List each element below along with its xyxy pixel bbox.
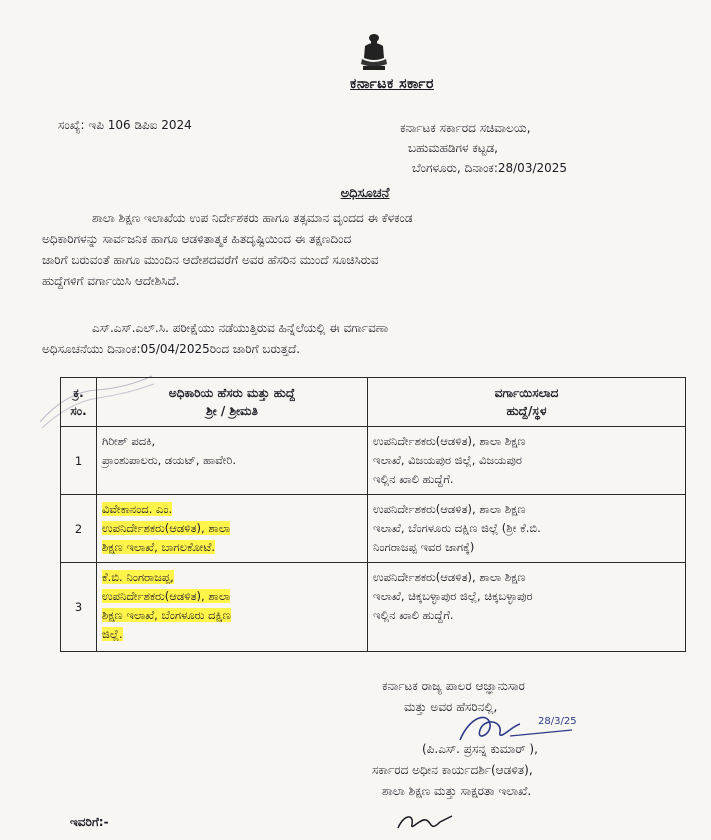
paragraph-line: ಅಧಿಕಾರಿಗಳನ್ನು ಸಾರ್ವಜನಿಕ ಹಾಗೂ ಆಡಳಿತಾತ್ಮಕ ಹಿತದೃಷ್ಟಿಯಿಂದ ಈ ತಕ್ಷಣದಿಂದ — [42, 232, 352, 246]
paragraph-line: ಎಸ್.ಎಸ್.ಎಲ್.ಸಿ. ಪರೀಕ್ಷೆಯು ನಡೆಯುತ್ತಿರುವ ಹಿನ್ನೆಲೆಯಲ್ಲಿ ಈ ವರ್ಗಾವಣಾ — [92, 321, 389, 335]
signature-line: ಕರ್ನಾಟಕ ರಾಜ್ಯ ಪಾಲರ ಆಜ್ಞಾನುಸಾರ — [382, 679, 525, 693]
header-officer-name — [97, 378, 368, 427]
serial-no-cell: 3 — [61, 563, 97, 652]
government-title: ಕರ್ನಾಟಕ ಸರ್ಕಾರ — [350, 76, 434, 92]
signature-date: 28/3/25 — [538, 716, 577, 727]
officer-line-highlighted: ಜಿಲ್ಲೆ. — [102, 627, 123, 641]
notification-paragraph-1 — [42, 208, 692, 292]
post-cell — [368, 495, 686, 563]
table-row — [61, 495, 686, 563]
header-text: ಶ್ರೀ / ಶ್ರೀಮತಿ — [206, 404, 258, 418]
notification-paragraph-2 — [42, 318, 692, 360]
header-transferred-post — [368, 378, 686, 427]
serial-no-cell: 2 — [61, 495, 97, 563]
signature-line: ಮತ್ತು ಅವರ ಹೆಸರಿನಲ್ಲಿ, — [404, 700, 498, 714]
post-line: ಇಲಾಖೆ, ಬೆಂಗಳೂರು ದಕ್ಷಿಣ ಜಿಲ್ಲೆ (ಶ್ರೀ ಕೆ.ಬಿ. — [373, 521, 541, 535]
header-text: ಹುದ್ದೆ/ಸ್ಥಳ — [506, 404, 547, 418]
address-line: ಕರ್ನಾಟಕ ಸರ್ಕಾರದ ಸಚಿವಾಲಯ, — [400, 121, 531, 135]
officer-line-highlighted: ಉಪನಿರ್ದೇಶಕರು(ಆಡಳಿತ), ಶಾಲಾ — [102, 521, 231, 535]
post-line: ಇಲ್ಲಿನ ಖಾಲಿ ಹುದ್ದೆಗೆ. — [373, 608, 454, 622]
header-text: ವರ್ಗಾಯಿಸಲಾದ — [494, 386, 559, 400]
header-text: ಅಧಿಕಾರಿಯ ಹೆಸರು ಮತ್ತು ಹುದ್ದೆ — [168, 386, 296, 400]
office-address — [400, 118, 567, 178]
state-emblem-icon — [357, 32, 391, 72]
signatory-designation: ಸರ್ಕಾರದ ಅಧೀನ ಕಾರ್ಯದರ್ಶಿ(ಆಡಳಿತ), — [372, 763, 533, 777]
header-serial-no — [61, 378, 97, 427]
paragraph-line: ಅಧಿಸೂಚನೆಯು ದಿನಾಂಕ:05/04/2025ರಿಂದ ಜಾರಿಗೆ ಬರುತ್ತದೆ. — [42, 342, 301, 356]
officer-line-highlighted: ಉಪನಿರ್ದೇಶಕರು(ಆಡಳಿತ), ಶಾಲಾ — [102, 589, 231, 603]
officer-line-highlighted: ಶಿಕ್ಷಣ ಇಲಾಖೆ, ಬೆಂಗಳೂರು ದಕ್ಷಿಣ — [102, 608, 231, 622]
notification-title: ಅಧಿಸೂಚನೆ — [340, 186, 390, 201]
table-row — [61, 427, 686, 495]
post-line: ಉಪನಿರ್ದೇಶಕರು(ಆಡಳಿತ), ಶಾಲಾ ಶಿಕ್ಷಣ — [373, 434, 526, 448]
officer-line-highlighted: ಕೆ.ಬಿ. ನಿಂಗರಾಜಪ್ಪ, — [102, 570, 174, 584]
officer-line-highlighted: ವಿವೇಕಾನಂದ. ಎಂ. — [102, 502, 173, 516]
post-line: ಉಪನಿರ್ದೇಶಕರು(ಆಡಳಿತ), ಶಾಲಾ ಶಿಕ್ಷಣ — [373, 570, 526, 584]
serial-no-cell: 1 — [61, 427, 97, 495]
post-cell — [368, 427, 686, 495]
header-text: ಸಂ. — [70, 404, 87, 418]
header-text: ಕ್ರ. — [73, 386, 84, 400]
post-line: ಇಲಾಖೆ, ವಿಜಯಪುರ ಜಿಲ್ಲೆ, ವಿಜಯಪುರ — [373, 453, 522, 467]
signatory-name: (ಪಿ.ಎಸ್. ಪ್ರಸನ್ನ ಕುಮಾರ್ ), — [422, 742, 538, 756]
officer-line: ಗಿರೀಶ್ ಪದಕಿ, — [102, 434, 156, 448]
post-cell — [368, 563, 686, 652]
address-line: ಬಹುಮಹಡಿಗಳ ಕಟ್ಟಡ, — [408, 141, 498, 155]
transfer-table — [60, 377, 686, 652]
post-line: ಇಲ್ಲಿನ ಖಾಲಿ ಹುದ್ದೆಗೆ. — [373, 472, 454, 486]
officer-line: ಪ್ರಾಂಶುಪಾಲರು, ಡಯಟ್, ಹಾವೇರಿ. — [102, 453, 237, 467]
handwritten-signature-icon — [440, 706, 590, 750]
post-line: ನಿಂಗರಾಜಪ್ಪ ಇವರ ಜಾಗಕ್ಕೆ) — [373, 540, 475, 554]
reference-number: ಸಂಖ್ಯೆ: ಇಪಿ 106 ಡಿಪಿಐ 2024 — [58, 118, 192, 132]
paragraph-line: ಶಾಲಾ ಶಿಕ್ಷಣ ಇಲಾಖೆಯ ಉಪ ನಿರ್ದೇಶಕರು ಹಾಗೂ ತತ್ಸಮಾನ ವೃಂದದ ಈ ಕೆಳಕಂಡ — [92, 211, 413, 225]
table-header-row — [61, 378, 686, 427]
address-date-line: ಬೆಂಗಳೂರು, ದಿನಾಂಕ:28/03/2025 — [412, 161, 568, 175]
paragraph-line: ಜಾರಿಗೆ ಬರುವಂತೆ ಹಾಗೂ ಮುಂದಿನ ಆದೇಶದವರೆಗೆ ಅವರ ಹೆಸರಿನ ಮುಂದೆ ಸೂಚಿಸಿರುವ — [42, 253, 379, 267]
officer-line-highlighted: ಶಿಕ್ಷಣ ಇಲಾಖೆ, ಬಾಗಲಕೋಟೆ. — [102, 540, 215, 554]
officer-cell — [97, 427, 368, 495]
post-line: ಇಲಾಖೆ, ಚಿಕ್ಕಬಳ್ಳಾಪುರ ಜಿಲ್ಲೆ, ಚಿಕ್ಕಬಳ್ಳಾಪುರ — [373, 589, 533, 603]
post-line: ಉಪನಿರ್ದೇಶಕರು(ಆಡಳಿತ), ಶಾಲಾ ಶಿಕ್ಷಣ — [373, 502, 526, 516]
officer-cell — [97, 563, 368, 652]
recipients-label: ಇವರಿಗೆ:- — [70, 815, 109, 829]
signatory-department: ಶಾಲಾ ಶಿಕ್ಷಣ ಮತ್ತು ಸಾಕ್ಷರತಾ ಇಲಾಖೆ. — [382, 784, 532, 798]
initials-signature-icon — [392, 808, 462, 838]
paragraph-line: ಹುದ್ದೆಗಳಿಗೆ ವರ್ಗಾಯಿಸಿ ಆದೇಶಿಸಿದೆ. — [42, 274, 180, 288]
table-row — [61, 563, 686, 652]
officer-cell — [97, 495, 368, 563]
